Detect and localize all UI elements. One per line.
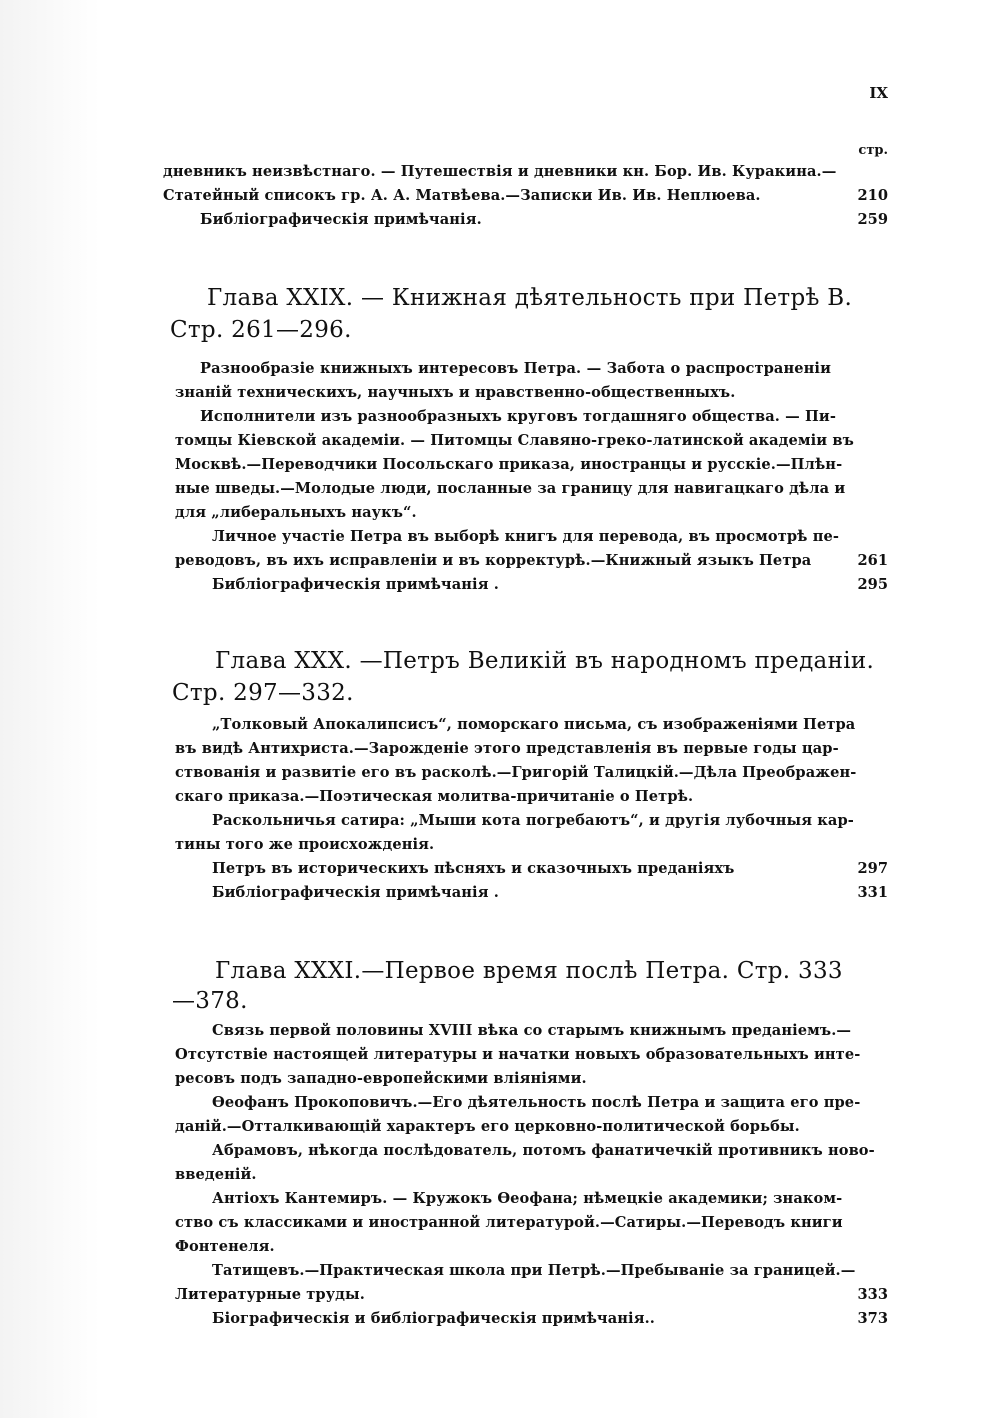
toc-line: Статейный списокъ гр. А. А. Матвѣева.—Записки Ив. Ив. Неплюева. [163, 187, 761, 204]
chapter-title-pages: —378. [172, 988, 248, 1014]
toc-line: Личное участіе Петра въ выборѣ книгъ для перевода, въ просмотрѣ пе- [212, 528, 840, 545]
toc-notes-line: Біографическія и библіографическія примѣчанія.. [212, 1310, 655, 1327]
toc-line: томцы Кіевской академіи. — Питомцы Славяно-греко-латинской академіи въ [175, 432, 854, 449]
toc-page-ref: 210 [857, 187, 888, 204]
toc-line: ство съ классиками и иностранной литературой.—Сатиры.—Переводъ книги [175, 1214, 843, 1231]
toc-line: Петръ въ историческихъ пѣсняхъ и сказочныхъ преданіяхъ [212, 860, 735, 877]
chapter-title: Глава XXX. —Петръ Великій въ народномъ преданіи. [215, 648, 875, 674]
toc-notes-line: Библіографическія примѣчанія . [212, 576, 499, 593]
page-gutter-shadow [0, 0, 100, 1418]
toc-page-ref: 333 [857, 1286, 888, 1303]
toc-notes-page-ref: 295 [857, 576, 888, 593]
toc-line: ные шведы.—Молодые люди, посланные за границу для навигацкаго дѣла и [175, 480, 846, 497]
chapter-title: Глава XXIX. — Книжная дѣятельность при Петрѣ В. [207, 285, 853, 311]
toc-notes-page-ref: 259 [857, 211, 888, 228]
toc-notes-line: Библіографическія примѣчанія. [200, 211, 482, 228]
toc-line: тины того же происхожденія. [175, 836, 435, 853]
chapter-title-pages: Стр. 297—332. [172, 680, 354, 706]
chapter-title-pages: Стр. 261—296. [170, 317, 352, 343]
toc-line: Фонтенеля. [175, 1238, 275, 1255]
toc-line: ствованія и развитіе его въ расколѣ.—Григорій Талицкій.—Дѣла Преображен- [175, 764, 857, 781]
toc-line: реводовъ, въ ихъ исправленіи и въ корректурѣ.—Книжный языкъ Петра [175, 552, 812, 569]
toc-line: введеній. [175, 1166, 257, 1183]
toc-line: Ѳеофанъ Прокоповичъ.—Его дѣятельность послѣ Петра и защита его пре- [212, 1094, 861, 1111]
toc-line: Москвѣ.—Переводчики Посольскаго приказа, иностранцы и русскіе.—Плѣн- [175, 456, 843, 473]
toc-notes-page-ref: 373 [857, 1310, 888, 1327]
page-number: IX [869, 84, 888, 102]
toc-page-ref: 297 [857, 860, 888, 877]
toc-line: Абрамовъ, нѣкогда послѣдователь, потомъ фанатичечкій противникъ ново- [212, 1142, 875, 1159]
chapter-title: Глава XXXI.—Первое время послѣ Петра. Стр. 333 [215, 958, 843, 984]
toc-line: Разнообразіе книжныхъ интересовъ Петра. — Забота о распространеніи [200, 360, 831, 377]
toc-line: Исполнители изъ разнообразныхъ круговъ тогдашняго общества. — Пи- [200, 408, 836, 425]
toc-line: даній.—Отталкивающій характеръ его церковно-политической борьбы. [175, 1118, 800, 1135]
toc-page-ref: 261 [857, 552, 888, 569]
toc-line: дневникъ неизвѣстнаго. — Путешествія и дневники кн. Бор. Ив. Куракина.— [163, 163, 837, 180]
toc-line: Отсутствіе настоящей литературы и начатки новыхъ образовательныхъ инте- [175, 1046, 861, 1063]
toc-line: скаго приказа.—Поэтическая молитва-причитаніе о Петрѣ. [175, 788, 694, 805]
toc-line: Литературные труды. [175, 1286, 365, 1303]
toc-line: знаній техническихъ, научныхъ и нравственно-общественныхъ. [175, 384, 736, 401]
toc-line: въ видѣ Антихриста.—Зарожденіе этого представленія въ первые годы цар- [175, 740, 839, 757]
toc-line: Раскольничья сатира: „Мыши кота погребаютъ“, и другія лубочныя кар- [212, 812, 854, 829]
page-column-header: стр. [858, 143, 888, 158]
toc-line: „Толковый Апокалипсисъ“, поморскаго письма, съ изображеніями Петра [212, 716, 856, 733]
toc-line: Татищевъ.—Практическая школа при Петрѣ.—Пребываніе за границей.— [212, 1262, 856, 1279]
toc-line: Связь первой половины XVIII вѣка со старымъ книжнымъ преданіемъ.— [212, 1022, 852, 1039]
toc-line: ресовъ подъ западно-европейскими вліяніями. [175, 1070, 587, 1087]
toc-notes-page-ref: 331 [857, 884, 888, 901]
toc-notes-line: Библіографическія примѣчанія . [212, 884, 499, 901]
toc-line: для „либеральныхъ наукъ“. [175, 504, 417, 521]
toc-line: Антіохъ Кантемиръ. — Кружокъ Ѳеофана; нѣмецкіе академики; знаком- [212, 1190, 843, 1207]
